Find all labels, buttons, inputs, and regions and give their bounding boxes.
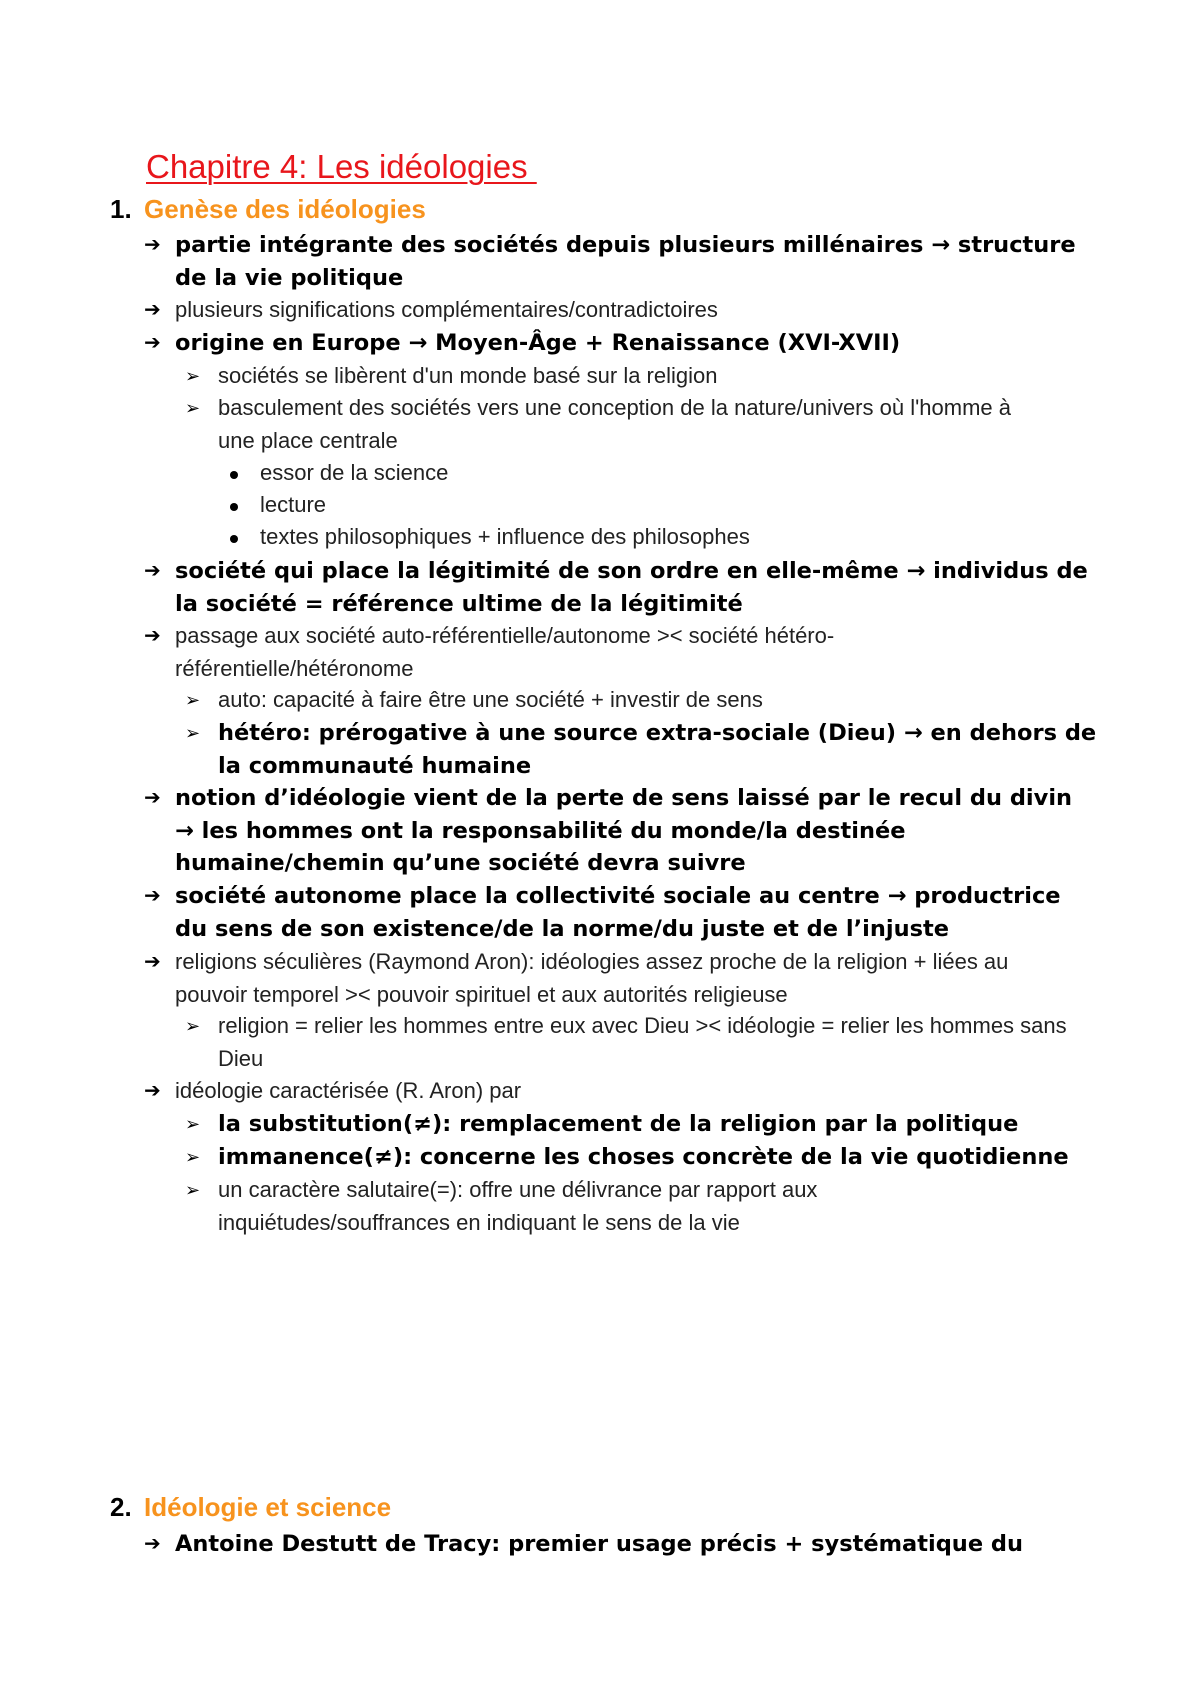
chevron-bullet-icon: ➢ xyxy=(185,723,201,743)
list-item: origine en Europe → Moyen-Âge + Renaissance (XVI-XVII) xyxy=(175,330,901,356)
chevron-bullet-icon: ➢ xyxy=(185,1016,201,1036)
arrow-bullet-icon: ➔ xyxy=(144,885,161,907)
list-item: la substitution(≠): remplacement de la religion par la politique xyxy=(218,1111,1019,1137)
list-item: auto: capacité à faire être une société + investir de sens xyxy=(218,687,763,712)
bullet-dot-icon xyxy=(230,503,238,511)
arrow-bullet-icon: ➔ xyxy=(144,787,161,809)
chevron-bullet-icon: ➢ xyxy=(185,1114,201,1134)
arrow-bullet-icon: ➔ xyxy=(144,1080,161,1102)
chevron-bullet-icon: ➢ xyxy=(185,366,201,386)
list-item: religions séculières (Raymond Aron): idéologies assez proche de la religion + liées au pouvoir temporel >< pouvoir spirituel et aux autorités religieuse xyxy=(175,949,1009,1007)
chapter-title: Chapitre 4: Les idéologies xyxy=(146,148,537,185)
arrow-bullet-icon: ➔ xyxy=(144,560,161,582)
list-item: idéologie caractérisée (R. Aron) par xyxy=(175,1078,522,1103)
arrow-bullet-icon: ➔ xyxy=(144,299,161,321)
list-item: partie intégrante des sociétés depuis plusieurs millénaires → structure de la vie politique xyxy=(175,232,1076,291)
arrow-bullet-icon: ➔ xyxy=(144,625,161,647)
chevron-bullet-icon: ➢ xyxy=(185,690,201,710)
section-heading-1 xyxy=(110,194,426,225)
arrow-bullet-icon: ➔ xyxy=(144,1533,161,1555)
arrow-bullet-icon: ➔ xyxy=(144,951,161,973)
list-item: textes philosophiques + influence des philosophes xyxy=(260,524,750,549)
list-item: société autonome place la collectivité sociale au centre → productrice du sens de son existence/de la norme/du juste et de l’injuste xyxy=(175,883,1061,942)
chevron-bullet-icon: ➢ xyxy=(185,1180,201,1200)
section-heading-2 xyxy=(110,1492,391,1523)
chevron-bullet-icon: ➢ xyxy=(185,398,201,418)
section-number: 1. xyxy=(110,194,132,224)
arrow-bullet-icon: ➔ xyxy=(144,332,161,354)
section-number: 2. xyxy=(110,1492,132,1522)
list-item: lecture xyxy=(260,492,327,517)
section-label: Genèse des idéologies xyxy=(144,194,426,224)
list-item: un caractère salutaire(=): offre une délivrance par rapport aux inquiétudes/souffrances en indiquant le sens de la vie xyxy=(218,1177,818,1235)
bullet-dot-icon xyxy=(230,471,238,479)
section-label: Idéologie et science xyxy=(144,1492,392,1522)
list-item: société qui place la légitimité de son ordre en elle-même → individus de la société = référence ultime de la légitimité xyxy=(175,558,1088,617)
list-item: basculement des sociétés vers une conception de la nature/univers où l'homme à une place centrale xyxy=(218,395,1011,453)
arrow-bullet-icon: ➔ xyxy=(144,234,161,256)
bullet-dot-icon xyxy=(230,535,238,543)
list-item: immanence(≠): concerne les choses concrète de la vie quotidienne xyxy=(218,1144,1069,1170)
list-item: hétéro: prérogative à une source extra-sociale (Dieu) → en dehors de la communauté humaine xyxy=(218,720,1097,779)
list-item: plusieurs significations complémentaires/contradictoires xyxy=(175,297,718,322)
list-item: Antoine Destutt de Tracy: premier usage précis + systématique du xyxy=(175,1531,1024,1557)
list-item: passage aux société auto-référentielle/autonome >< société hétéro-référentielle/hétéronome xyxy=(175,623,835,681)
list-item: notion d’idéologie vient de la perte de sens laissé par le recul du divin → les hommes ont la responsabilité du monde/la destinée humaine/chemin qu’une société devra suivre xyxy=(175,785,1073,876)
list-item: religion = relier les hommes entre eux avec Dieu >< idéologie = relier les hommes sans Dieu xyxy=(218,1013,1067,1071)
list-item: essor de la science xyxy=(260,460,449,485)
list-item: sociétés se libèrent d'un monde basé sur la religion xyxy=(218,363,718,388)
chevron-bullet-icon: ➢ xyxy=(185,1147,201,1167)
